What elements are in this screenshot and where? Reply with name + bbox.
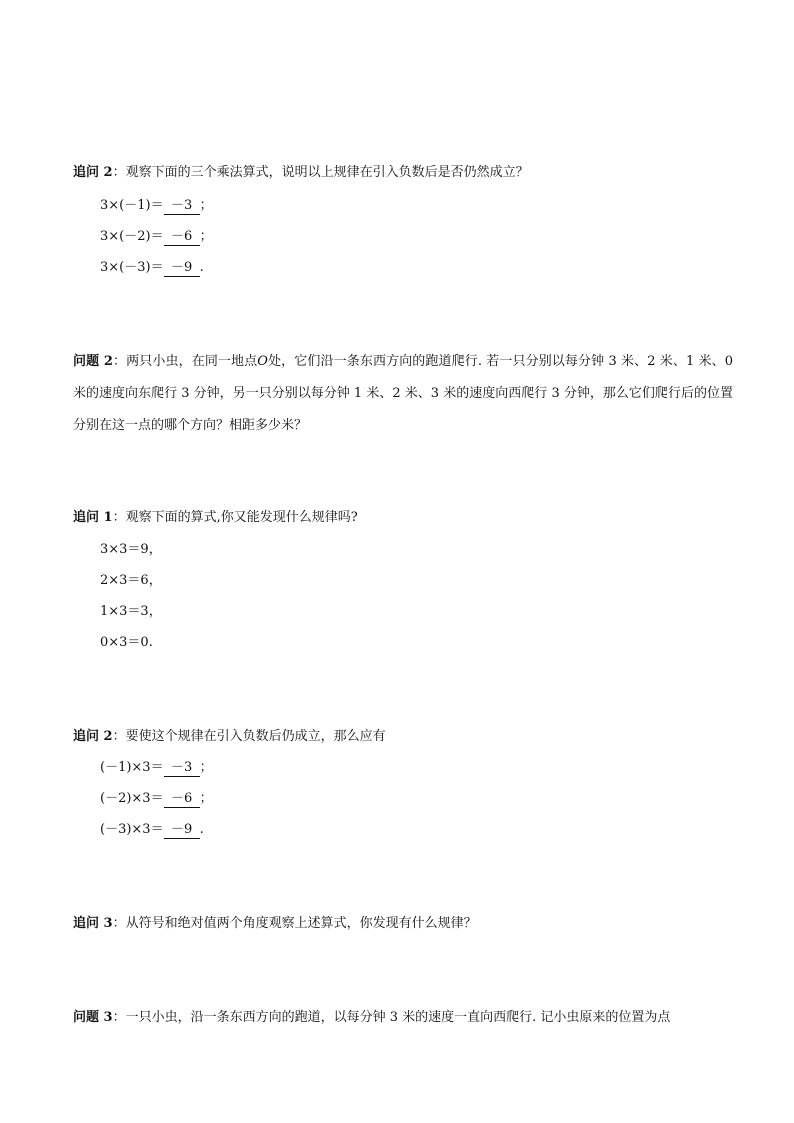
- problem-label: 问题 2: [73, 354, 113, 369]
- equation-line: [100, 259, 204, 277]
- equation-line: [100, 197, 213, 215]
- problem-text: 处，它们沿一条东西方向的跑道爬行. 若一只分别以每分钟 3 米、2 米、1 米、0 米的速度向东爬行 3 分钟，另一只分别以每分钟 1 米、2 米、3 米的速度向西爬行 3 分钟，那么它们爬行后的位置分别在这一点的哪个方向？相距多少米？: [73, 354, 733, 433]
- answer-blank: －9: [164, 822, 200, 839]
- point-label: O: [257, 354, 268, 369]
- equation-line: 3×3＝9，: [100, 542, 162, 557]
- equation-line: [100, 759, 213, 777]
- equation-end: ；: [199, 791, 213, 806]
- equation-line: [100, 790, 213, 808]
- equation-end: .: [199, 260, 204, 275]
- problem-text: ：两只小虫，在同一地点: [112, 354, 258, 369]
- equation-line: [100, 821, 204, 839]
- equation-expression: 3×(－3)＝: [100, 260, 164, 275]
- equation-expression: (－2)×3＝: [100, 791, 164, 806]
- followup-label: 追问 3: [73, 916, 113, 931]
- answer-blank: －6: [164, 791, 200, 808]
- followup-label: 追问 2: [73, 729, 113, 744]
- question-text: ：观察下面的三个乘法算式，说明以上规律在引入负数后是否仍然成立？: [112, 165, 529, 180]
- question-text: ：观察下面的算式,你又能发现什么规律吗?: [112, 510, 358, 525]
- equation-line: [100, 228, 213, 246]
- equation-line: 2×3＝6，: [100, 573, 162, 588]
- equation-end: ；: [199, 760, 213, 775]
- answer-blank: －6: [164, 229, 200, 246]
- equation-end: ；: [199, 229, 213, 244]
- followup-3-question: [73, 915, 477, 933]
- equation-expression: 3×(－2)＝: [100, 229, 164, 244]
- equation-line: 0×3＝0.: [100, 635, 153, 650]
- equation-expression: 3×(－1)＝: [100, 198, 164, 213]
- problem-3-paragraph: [73, 1009, 670, 1027]
- problem-text: ：一只小虫，沿一条东西方向的跑道，以每分钟 3 米的速度一直向西爬行. 记小虫原来的位置为点: [112, 1010, 671, 1025]
- followup-2-question: [73, 728, 386, 746]
- problem-label: 问题 3: [73, 1010, 113, 1025]
- equation-expression: (－3)×3＝: [100, 822, 164, 837]
- equation-line: 1×3＝3，: [100, 604, 162, 619]
- problem-2-paragraph: [73, 346, 733, 442]
- followup-label: 追问 2: [73, 165, 113, 180]
- equation-end: ；: [199, 198, 213, 213]
- equation-expression: (－1)×3＝: [100, 760, 164, 775]
- answer-blank: －9: [164, 260, 200, 277]
- answer-blank: －3: [164, 198, 200, 215]
- equation-end: .: [199, 822, 204, 837]
- answer-blank: －3: [164, 760, 200, 777]
- question-text: ：要使这个规律在引入负数后仍成立，那么应有: [112, 729, 386, 744]
- followup-2-question: [73, 164, 529, 182]
- question-text: ：从符号和绝对值两个角度观察上述算式，你发现有什么规律？: [112, 916, 477, 931]
- followup-1-question: [73, 509, 358, 527]
- followup-label: 追问 1: [73, 510, 113, 525]
